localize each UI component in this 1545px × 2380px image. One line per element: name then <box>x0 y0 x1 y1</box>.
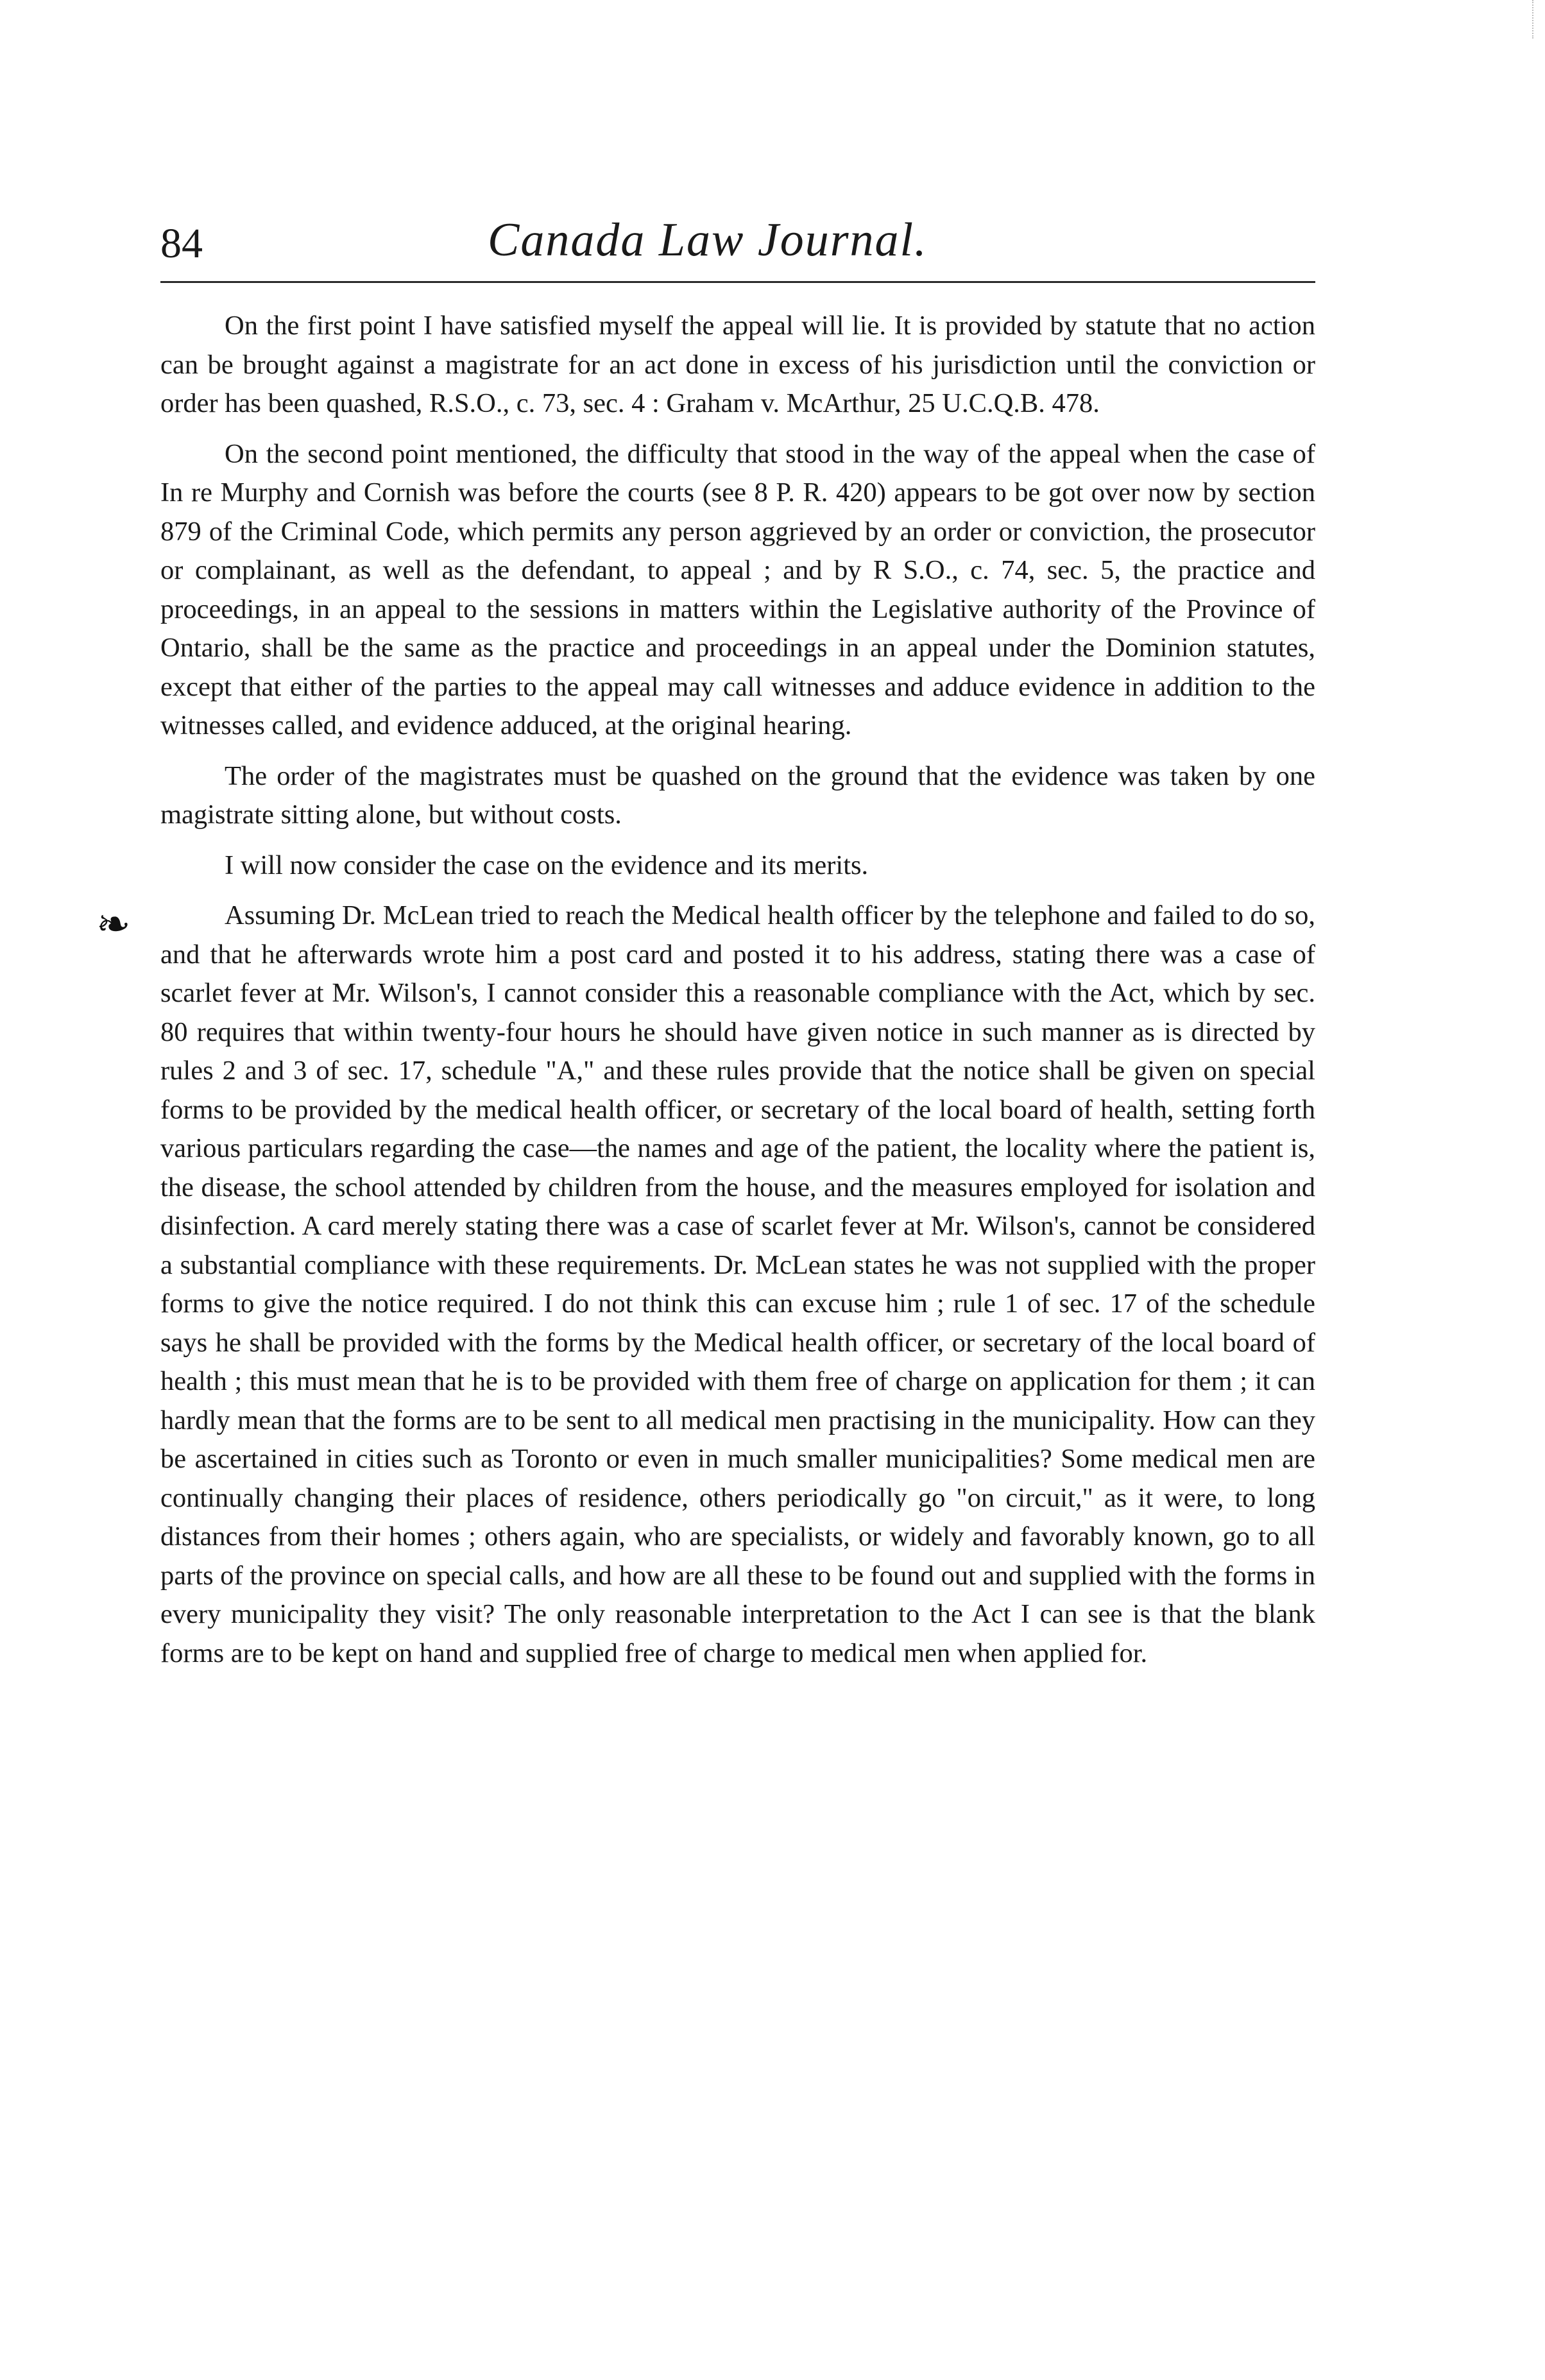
running-head <box>160 212 1315 282</box>
article-body <box>160 307 1315 2232</box>
scan-speck <box>1532 0 1536 39</box>
paragraph-consider-merits: I will now consider the case on the evidence and its merits. <box>225 850 869 880</box>
paragraph-order-quashed: The order of the magistrates must be quashed on the ground that the evidence was taken by one magistrate sitting alone, but without costs. <box>160 760 1315 830</box>
header-rule <box>160 281 1315 283</box>
journal-title: Canada Law Journal. <box>488 214 928 266</box>
margin-mark-icon: ❧ <box>96 901 131 948</box>
paragraph-appeal-lies: On the first point I have satisfied myself the appeal will lie. It is provided by statute that no action can be brought against a magistrate for an act done in excess of his jurisdiction until the conviction or order has been quashed, R.S.O., c. 73, sec. 4 : Graham v. McArthur, 25 U.C.Q.B. 478. <box>160 311 1315 418</box>
paragraph-mclean-notice: Assuming Dr. McLean tried to reach the Medical health officer by the telephone and failed to do so, and that he afterwards wrote him a post card and posted it to his address, stating there was a case of scarlet fever at Mr. Wilson's, I cannot consider this a reasonable compliance with the Act, which by sec. 80 requires that within twenty-four hours he should have given notice in such manner as is directed by rules 2 and 3 of sec. 17, schedule "A," and these rules provide that the notice shall be given on special forms to be provided by the medical health officer, or secretary of the local board of health, setting forth various particulars regarding the case—the names and age of the patient, the locality where the patient is, the disease, the school attended by children from the house, and the measures employed for isolation and disinfection. A card merely stating there was a case of scarlet fever at Mr. Wilson's, cannot be considered a substantial compliance with these requirements. Dr. McLean states he was not supplied with the proper forms to give the notice required. I do not think this can excuse him ; rule 1 of sec. 17 of the schedule says he shall be provided with the forms by the Medical health officer, or secretary of the local board of health ; this must mean that he is to be provided with them free of charge on application for them ; it can hardly mean that the forms are to be sent to all medical men practising in the municipality. How can they be ascertained in cities such as Toronto or even in much smaller municipalities? Some medical men are continually changing their places of residence, others periodically go "on circuit," as it were, to long distances from their homes ; others again, who are specialists, or widely and favorably known, go to all parts of the province on special calls, and how are all these to be found out and supplied with the forms in every municipality they visit? The only reasonable interpretation to the Act I can see is that the blank forms are to be kept on hand and supplied free of charge to medical men when applied for. <box>160 900 1315 1668</box>
page-number: 84 <box>160 220 203 267</box>
paragraph-second-point: On the second point mentioned, the difficulty that stood in the way of the appeal when the case of In re Murphy and Cornish was before the courts (see 8 P. R. 420) appears to be got over now by section 879 of the Criminal Code, which permits any person aggrieved by an order or conviction, the prosecutor or complainant, as well as the defendant, to appeal ; and by R S.O., c. 74, sec. 5, the practice and proceedings, in an appeal to the sessions in matters within the Legislative authority of the Province of Ontario, shall be the same as the practice and proceedings in an appeal under the Dominion statutes, except that either of the parties to the appeal may call witnesses and adduce evidence in addition to the witnesses called, and evidence adduced, at the original hearing. <box>160 438 1315 741</box>
